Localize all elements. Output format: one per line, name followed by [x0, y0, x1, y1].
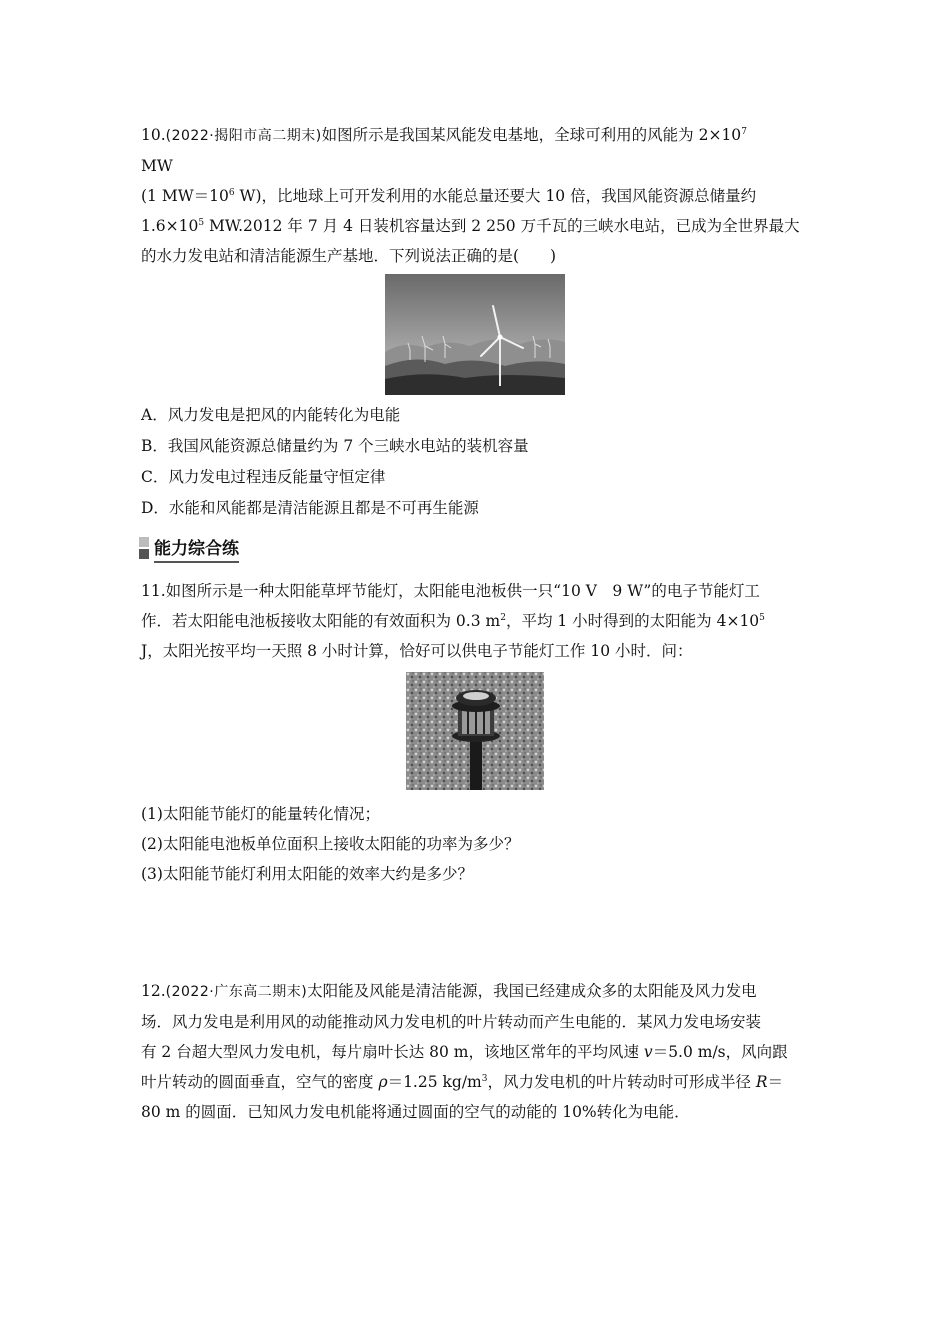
- q10-text: 如图所示是我国某风能发电基地，全球可利用的风能为 2×10: [321, 126, 742, 144]
- section-heading: [139, 536, 239, 560]
- q12-number: 12.: [141, 982, 166, 1000]
- q10-text: (1 MW＝10: [141, 187, 229, 205]
- q12-line-1: [141, 976, 811, 1007]
- question-11: [141, 576, 811, 666]
- q12-text: ＝5.0 m/s，风向跟: [652, 1043, 788, 1061]
- q12-text: ，风力发电机的叶片转动时可形成半径: [487, 1073, 756, 1091]
- q11-text: ，平均 1 小时得到的太阳能为 4×10: [505, 612, 760, 630]
- section-title: 能力综合练: [154, 534, 239, 563]
- q11-text: 作．若太阳能电池板接收太阳能的有效面积为 0.3 m: [141, 612, 501, 630]
- option-d: D．水能和风能都是清洁能源且都是不可再生能源: [141, 499, 479, 517]
- q12-line-5: 80 m 的圆面．已知风力发电机能将通过圆面的空气的动能的 10%转化为电能．: [141, 1103, 690, 1121]
- q10-text: W)，比地球上可开发利用的水能总量还要大 10 倍，我国风能资源总储量约: [234, 187, 757, 205]
- q11-line-1: 11.如图所示是一种太阳能草坪节能灯，太阳能电池板供一只“10 V 9 W”的电子节能灯工: [141, 582, 760, 600]
- q10-text: 1.6×10: [141, 217, 199, 235]
- wind-farm-photo: [385, 274, 565, 395]
- option-a: A．风力发电是把风的内能转化为电能: [141, 406, 401, 424]
- section-marker-icon: [139, 537, 149, 559]
- q11-exponent: 2: [500, 613, 506, 623]
- q12-line-4: [141, 1067, 811, 1097]
- q11-line-2: [141, 606, 811, 636]
- q12-text: 叶片转动的圆面垂直，空气的密度: [141, 1073, 379, 1091]
- q10-text: MW.2012 年 7 月 4 日装机容量达到 2 250 万千瓦的三峡水电站，已成为全世界最大: [204, 217, 800, 235]
- q12-text: 太阳能及风能是清洁能源，我国已经建成众多的太阳能及风力发电: [307, 982, 757, 1000]
- var-rho: ρ: [378, 1073, 388, 1091]
- q10-source: (2022·揭阳市高二期末): [165, 128, 322, 144]
- q10-number: 10.: [141, 126, 166, 144]
- q11-part-1: (1)太阳能节能灯的能量转化情况；: [141, 805, 380, 823]
- q11-line-3: J，太阳光按平均一天照 8 小时计算，恰好可以供电子节能灯工作 10 小时．问：: [141, 642, 693, 660]
- q10-line-5: 的水力发电站和清洁能源生产基地．下列说法正确的是( ): [141, 247, 557, 265]
- q12-exponent: 3: [481, 1074, 488, 1084]
- q12-text: ＝1.25 kg/m: [387, 1073, 482, 1091]
- q10-exponent: 6: [228, 188, 235, 198]
- solar-lamp-photo: [406, 672, 544, 790]
- q10-exponent: 5: [198, 218, 205, 228]
- var-r: R: [755, 1073, 768, 1091]
- question-12: [141, 976, 811, 1127]
- option-c: C．风力发电过程违反能量守恒定律: [141, 468, 386, 486]
- q12-line-2: 场．风力发电是利用风的动能推动风力发电机的叶片转动而产生电能的．某风力发电场安装: [141, 1013, 762, 1031]
- q11-part-3: (3)太阳能节能灯利用太阳能的效率大约是多少？: [141, 865, 473, 883]
- q12-text: ＝: [767, 1073, 784, 1091]
- option-b: B．我国风能资源总储量约为 7 个三峡水电站的装机容量: [141, 437, 529, 455]
- q12-source: (2022·广东高二期末): [165, 984, 308, 1000]
- wind-farm-image: [385, 274, 565, 395]
- q10-line-2: MW: [141, 157, 173, 175]
- q10-line-1: [141, 120, 811, 151]
- question-10: [141, 120, 811, 271]
- q12-line-3: [141, 1037, 811, 1067]
- q10-line-4: [141, 211, 811, 241]
- q10-line-3: [141, 181, 811, 211]
- q10-exponent: 7: [741, 127, 747, 137]
- q11-exponent: 5: [759, 613, 765, 623]
- solar-lawn-lamp-image: [406, 672, 544, 790]
- var-v: v: [643, 1043, 653, 1061]
- q12-text: 有 2 台超大型风力发电机，每片扇叶长达 80 m，该地区常年的平均风速: [141, 1043, 644, 1061]
- q11-part-2: (2)太阳能电池板单位面积上接收太阳能的功率为多少？: [141, 835, 520, 853]
